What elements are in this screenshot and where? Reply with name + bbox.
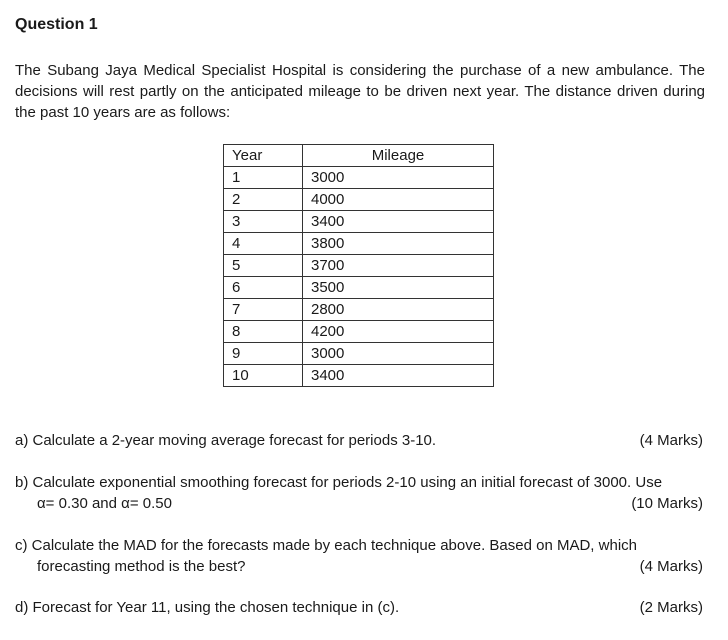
year-cell: 7 xyxy=(224,299,303,321)
year-cell: 8 xyxy=(224,321,303,343)
year-cell: 6 xyxy=(224,277,303,299)
question-a xyxy=(15,430,703,451)
year-header: Year xyxy=(224,145,303,167)
table-row xyxy=(224,343,494,365)
table-row xyxy=(224,277,494,299)
question-heading: Question 1 xyxy=(15,16,98,33)
mileage-cell: 2800 xyxy=(303,299,494,321)
intro-paragraph: The Subang Jaya Medical Specialist Hospital is considering the purchase of a new ambulance. The decisions will rest partly on the anticipated mileage to be driven next year. The distance driven during the past 10 years are as follows: xyxy=(15,62,705,121)
question-a-text: a) Calculate a 2-year moving average forecast for periods 3-10. xyxy=(15,432,437,449)
question-c-marks: (4 Marks) xyxy=(639,558,703,575)
year-cell: 9 xyxy=(224,343,303,365)
mileage-cell: 3700 xyxy=(303,255,494,277)
year-cell: 5 xyxy=(224,255,303,277)
mileage-cell: 3000 xyxy=(303,167,494,189)
table-row xyxy=(224,167,494,189)
table-row xyxy=(224,255,494,277)
question-d-text: d) Forecast for Year 11, using the chosen technique in (c). xyxy=(15,599,400,616)
mileage-cell: 4000 xyxy=(303,189,494,211)
year-cell: 1 xyxy=(224,167,303,189)
question-b-text: b) Calculate exponential smoothing forecast for periods 2-10 using an initial forecast of 3000. Use xyxy=(15,474,663,491)
table-row xyxy=(224,365,494,387)
question-b-text-cont: α= 0.30 and α= 0.50 xyxy=(37,495,172,512)
question-d-marks: (2 Marks) xyxy=(639,599,703,616)
table-row xyxy=(224,299,494,321)
question-a-marks: (4 Marks) xyxy=(639,432,703,449)
table-row xyxy=(224,189,494,211)
mileage-cell: 3000 xyxy=(303,343,494,365)
question-c xyxy=(15,535,703,577)
mileage-header: Mileage xyxy=(303,145,494,167)
year-cell: 3 xyxy=(224,211,303,233)
mileage-cell: 3800 xyxy=(303,233,494,255)
table-row xyxy=(224,233,494,255)
table-row xyxy=(224,211,494,233)
question-d xyxy=(15,597,703,618)
mileage-cell: 3500 xyxy=(303,277,494,299)
mileage-cell: 3400 xyxy=(303,365,494,387)
question-c-text: c) Calculate the MAD for the forecasts made by each technique above. Based on MAD, which xyxy=(15,537,637,554)
year-cell: 4 xyxy=(224,233,303,255)
mileage-table xyxy=(223,144,494,387)
question-b-marks: (10 Marks) xyxy=(631,495,703,512)
mileage-cell: 4200 xyxy=(303,321,494,343)
question-b xyxy=(15,472,703,514)
question-c-text-cont: forecasting method is the best? xyxy=(37,558,246,575)
table-header-row xyxy=(224,145,494,167)
year-cell: 2 xyxy=(224,189,303,211)
table-row xyxy=(224,321,494,343)
year-cell: 10 xyxy=(224,365,303,387)
mileage-cell: 3400 xyxy=(303,211,494,233)
